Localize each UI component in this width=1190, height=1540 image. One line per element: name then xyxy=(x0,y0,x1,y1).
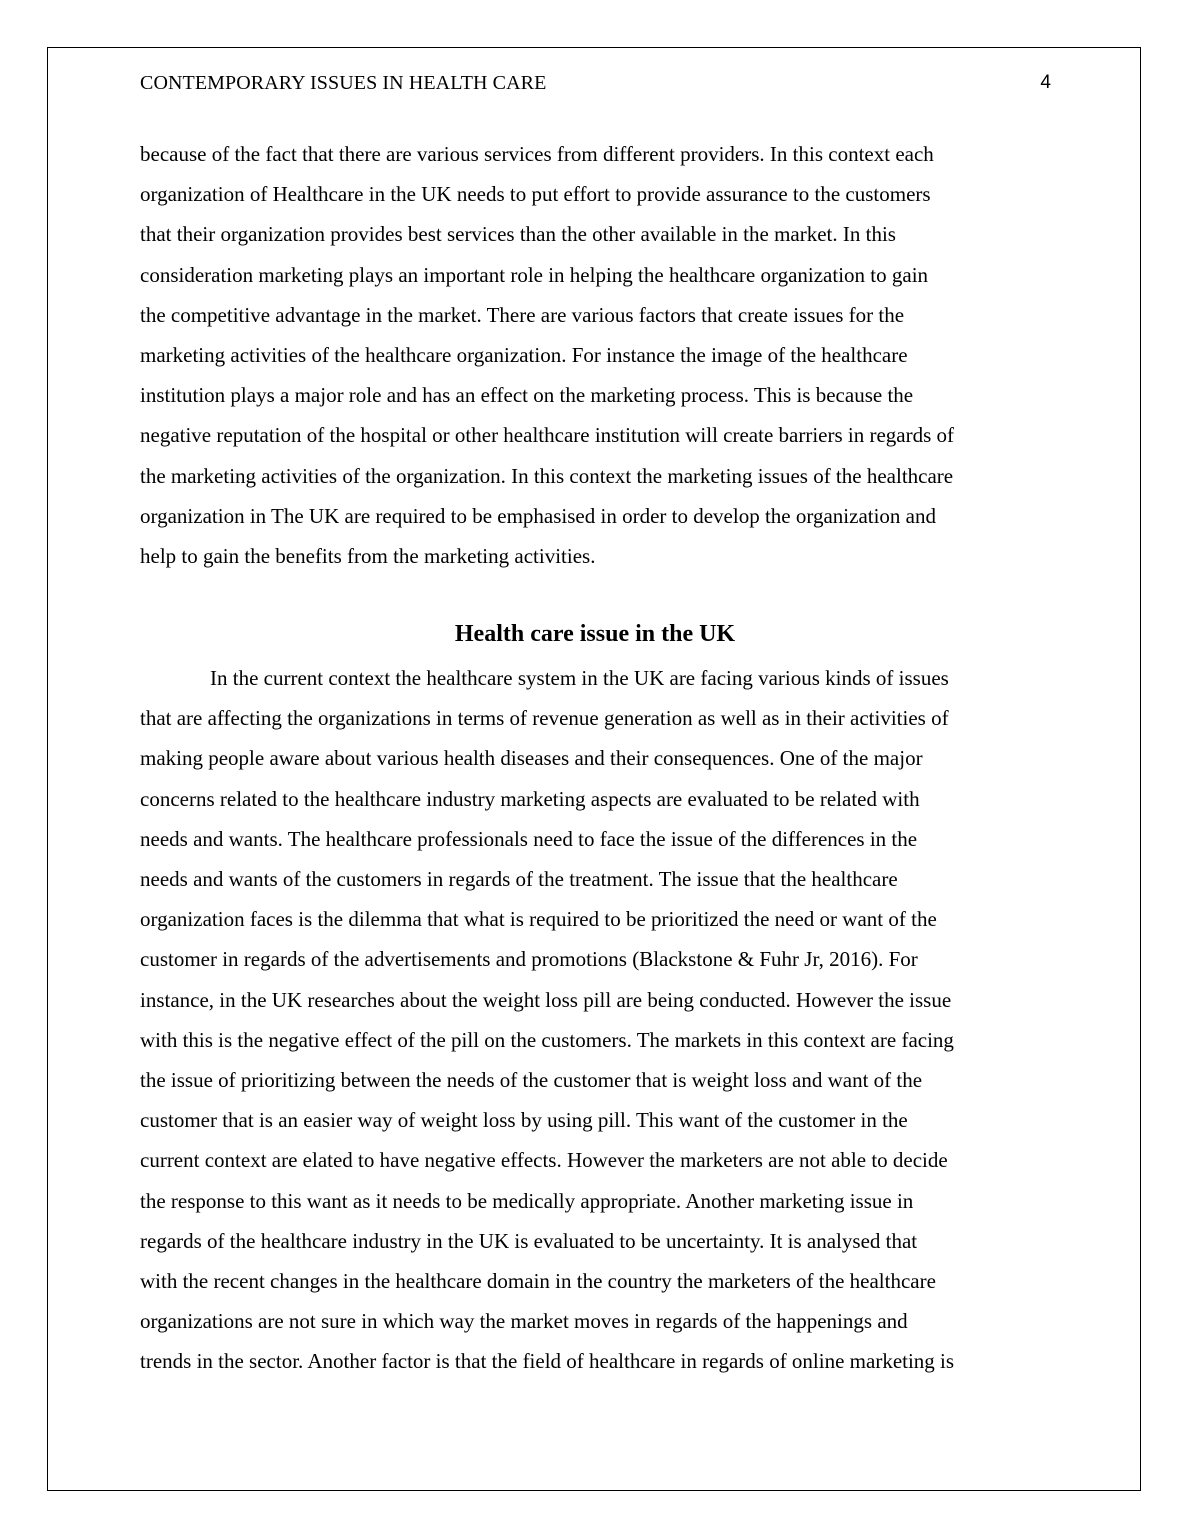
paragraph-line: concerns related to the healthcare industry marketing aspects are evaluated to be related with xyxy=(140,786,920,811)
paragraph-line: instance, in the UK researches about the weight loss pill are being conducted. However the issue xyxy=(140,987,952,1012)
intro-paragraph xyxy=(140,134,1050,576)
paragraph-line: customer in regards of the advertisements and promotions (Blackstone & Fuhr Jr, 2016). For xyxy=(140,947,918,972)
paragraph-line: the response to this want as it needs to be medically appropriate. Another marketing issue in xyxy=(140,1188,914,1213)
running-head: CONTEMPORARY ISSUES IN HEALTH CARE xyxy=(140,72,547,94)
section-heading: Health care issue in the UK xyxy=(454,621,736,647)
paragraph-line: organizations are not sure in which way the market moves in regards of the happenings and xyxy=(140,1309,908,1334)
paragraph-line: In the current context the healthcare system in the UK are facing various kinds of issues xyxy=(210,666,949,690)
paragraph-line: because of the fact that there are various services from different providers. In this context each xyxy=(140,142,934,166)
paragraph-line: organization in The UK are required to be emphasised in order to develop the organization and xyxy=(140,503,937,528)
paragraph-line: organization faces is the dilemma that what is required to be prioritized the need or want of the xyxy=(140,907,937,932)
paragraph-line: that their organization provides best services than the other available in the market. In this xyxy=(140,222,896,247)
paragraph-line: needs and wants. The healthcare professionals need to face the issue of the differences in the xyxy=(140,826,918,851)
paragraph-line: institution plays a major role and has an effect on the marketing process. This is because the xyxy=(140,383,914,408)
paragraph-line: making people aware about various health diseases and their consequences. One of the major xyxy=(140,746,923,771)
paragraph-line: consideration marketing plays an important role in helping the healthcare organization to gain xyxy=(140,262,929,287)
paragraph-line: with this is the negative effect of the pill on the customers. The markets in this context are facing xyxy=(140,1027,954,1052)
paragraph-line: with the recent changes in the healthcare domain in the country the marketers of the healthcare xyxy=(140,1269,936,1294)
paragraph-line: trends in the sector. Another factor is that the field of healthcare in regards of online marketing is xyxy=(140,1349,955,1374)
page-number: 4 xyxy=(1040,72,1051,93)
paragraph-line: organization of Healthcare in the UK needs to put effort to provide assurance to the customers xyxy=(140,182,931,207)
paragraph-line: marketing activities of the healthcare organization. For instance the image of the healthcare xyxy=(140,343,908,368)
section-paragraph xyxy=(140,658,1050,1382)
paragraph-line: that are affecting the organizations in terms of revenue generation as well as in their activities of xyxy=(140,706,949,731)
paragraph-line: current context are elated to have negative effects. However the marketers are not able to decide xyxy=(140,1148,948,1173)
paragraph-line: the issue of prioritizing between the needs of the customer that is weight loss and want of the xyxy=(140,1068,923,1093)
paragraph-line: help to gain the benefits from the marketing activities. xyxy=(140,544,596,569)
paragraph-line: the marketing activities of the organization. In this context the marketing issues of the healthcare xyxy=(140,463,954,488)
paragraph-line: customer that is an easier way of weight loss by using pill. This want of the customer in the xyxy=(140,1108,908,1133)
paragraph-line: needs and wants of the customers in regards of the treatment. The issue that the healthcare xyxy=(140,867,898,892)
paragraph-line: negative reputation of the hospital or other healthcare institution will create barriers in regards of xyxy=(140,423,955,448)
paragraph-line: the competitive advantage in the market. There are various factors that create issues for the xyxy=(140,302,905,327)
paragraph-line: regards of the healthcare industry in the UK is evaluated to be uncertainty. It is analysed that xyxy=(140,1228,918,1253)
